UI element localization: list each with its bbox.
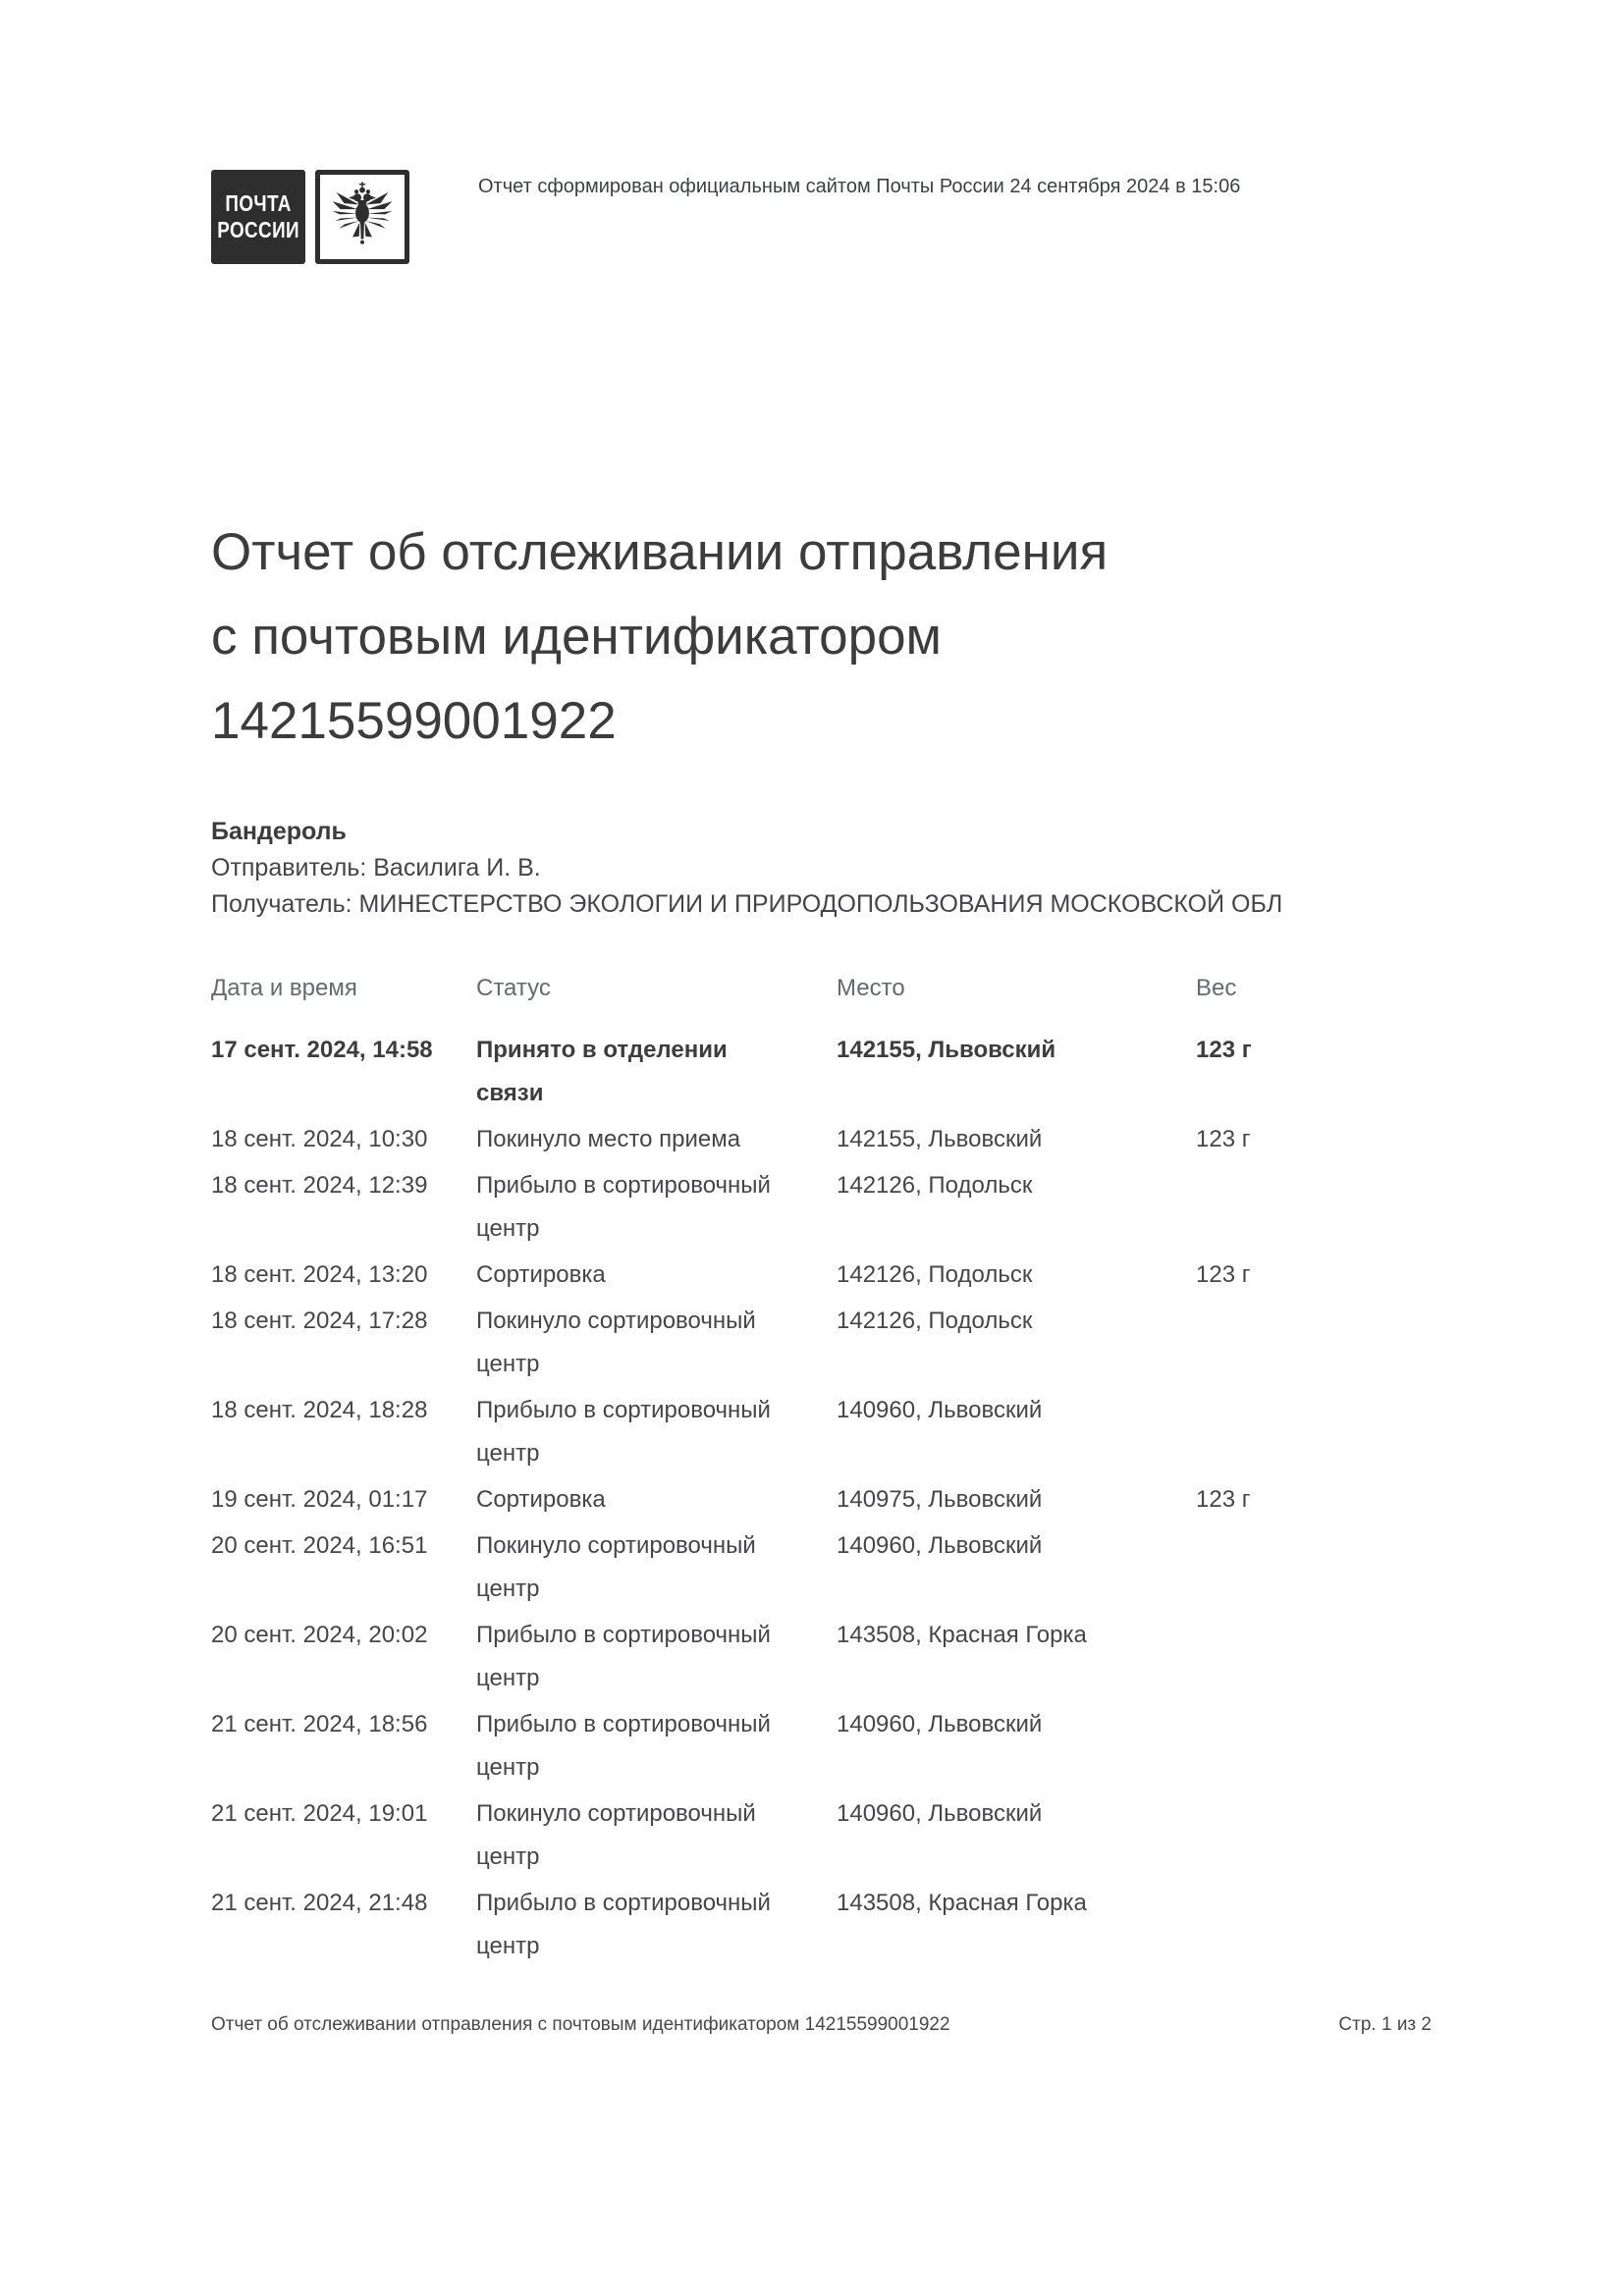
tracking-table-body [211,1029,1432,1968]
cell-weight [1196,1703,1432,1789]
post-logo-wordmark [211,170,305,264]
footer-left: Отчет об отслеживании отправления с почтовым идентификатором 14215599001922 [211,2014,950,2035]
cell-weight: 123 г [1196,1486,1251,1513]
table-row [211,1389,1432,1475]
cell-place: 142126, Подольск [837,1261,1033,1288]
cell-status: Прибыло в сортировочный центр [476,1890,771,1959]
sender-line: Отправитель: Василига И. В. [211,854,541,881]
cell-datetime: 17 сент. 2024, 14:58 [211,1037,433,1063]
table-row [211,1703,1432,1789]
title-line-2: с почтовым идентификатором [211,608,942,666]
cell-weight: 123 г [1196,1261,1251,1288]
cell-weight: 123 г [1196,1037,1252,1063]
cell-datetime: 18 сент. 2024, 10:30 [211,1126,428,1152]
report-header [211,170,1432,264]
cell-place: 140960, Львовский [837,1397,1043,1423]
cell-status: Прибыло в сортировочный центр [476,1172,771,1242]
cell-place: 140960, Львовский [837,1711,1043,1737]
table-row [211,1792,1432,1879]
table-row [211,1118,1432,1161]
cell-weight [1196,1614,1432,1700]
col-header-place: Место [837,975,905,1001]
cell-datetime: 18 сент. 2024, 17:28 [211,1308,428,1334]
tracking-table [211,967,1432,1968]
post-emblem-box [315,170,409,264]
col-header-datetime: Дата и время [211,975,357,1001]
cell-datetime: 18 сент. 2024, 13:20 [211,1261,428,1288]
cell-place: 142126, Подольск [837,1172,1033,1199]
table-row [211,1882,1432,1968]
title-line-3: 14215599001922 [211,692,617,750]
cell-weight [1196,1389,1432,1475]
cell-status: Сортировка [476,1261,606,1288]
cell-status: Покинуло сортировочный центр [476,1308,756,1377]
table-row [211,1029,1432,1115]
cell-place: 140960, Львовский [837,1532,1043,1559]
cell-datetime: 18 сент. 2024, 12:39 [211,1172,428,1199]
cell-place: 140975, Львовский [837,1486,1043,1513]
cell-weight [1196,1524,1432,1611]
cell-weight [1196,1300,1432,1386]
cell-datetime: 19 сент. 2024, 01:17 [211,1486,428,1513]
page-title [211,510,1432,764]
shipment-info [211,814,1432,923]
logo-word-line1: ПОЧТА [225,190,292,216]
table-row [211,1478,1432,1522]
cell-status: Прибыло в сортировочный центр [476,1711,771,1781]
cell-place: 142126, Подольск [837,1308,1033,1334]
cell-place: 142155, Львовский [837,1037,1056,1063]
tracking-table-header [211,967,1432,1010]
table-row [211,1614,1432,1700]
cell-weight [1196,1164,1432,1251]
cell-datetime: 18 сент. 2024, 18:28 [211,1397,428,1423]
cell-place: 140960, Львовский [837,1800,1043,1827]
cell-datetime: 21 сент. 2024, 19:01 [211,1800,428,1827]
cell-datetime: 20 сент. 2024, 20:02 [211,1622,428,1648]
table-row [211,1254,1432,1297]
cell-status: Принято в отделении связи [476,1037,728,1106]
page-footer [211,2014,1432,2036]
cell-place: 142155, Львовский [837,1126,1043,1152]
cell-status: Покинуло сортировочный центр [476,1800,756,1870]
cell-datetime: 21 сент. 2024, 21:48 [211,1890,428,1916]
table-row [211,1164,1432,1251]
logo-word-line2: РОССИИ [217,217,299,242]
post-logo-wordmark-text [217,190,299,243]
shipment-type: Бандероль [211,818,347,845]
table-row [211,1300,1432,1386]
title-line-1: Отчет об отслеживании отправления [211,523,1109,581]
cell-status: Прибыло в сортировочный центр [476,1397,771,1467]
cell-place: 143508, Красная Горка [837,1622,1087,1648]
footer-page-number: Стр. 1 из 2 [1338,2014,1432,2035]
russian-post-logo [211,170,409,264]
col-header-weight: Вес [1196,975,1237,1001]
cell-status: Покинуло сортировочный центр [476,1532,756,1602]
cell-weight [1196,1792,1432,1879]
col-header-status: Статус [476,975,551,1001]
cell-datetime: 20 сент. 2024, 16:51 [211,1532,428,1559]
recipient-line: Получатель: МИНЕСТЕРСТВО ЭКОЛОГИИ И ПРИРОДОПОЛЬЗОВАНИЯ МОСКОВСКОЙ ОБЛ [211,890,1283,918]
cell-status: Покинуло место приема [476,1126,741,1152]
cell-place: 143508, Красная Горка [837,1890,1087,1916]
cell-weight [1196,1882,1432,1968]
generated-note: Отчет сформирован официальным сайтом Почты России 24 сентября 2024 в 15:06 [478,176,1241,197]
cell-status: Сортировка [476,1486,606,1513]
cell-status: Прибыло в сортировочный центр [476,1622,771,1691]
cell-weight: 123 г [1196,1126,1251,1152]
cell-datetime: 21 сент. 2024, 18:56 [211,1711,428,1737]
double-headed-eagle-icon [330,182,395,252]
table-row [211,1524,1432,1611]
